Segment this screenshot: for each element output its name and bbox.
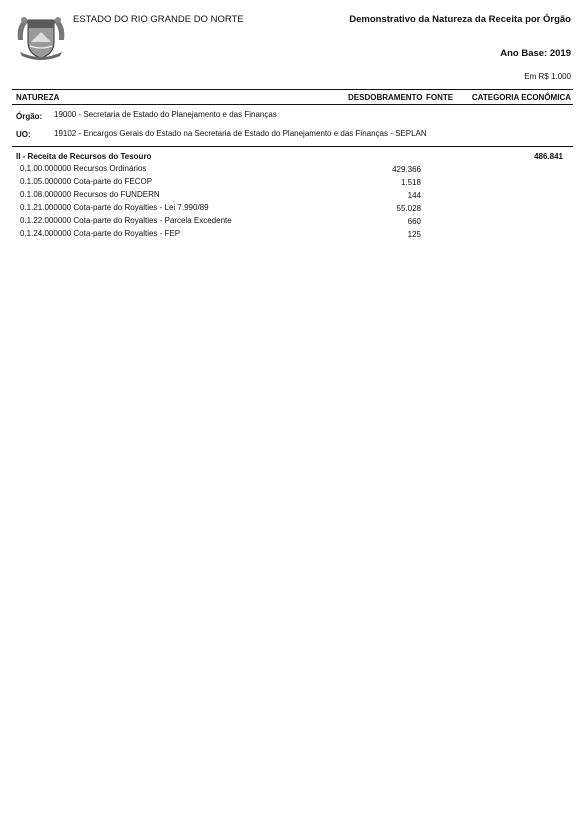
orgao-value: 19000 - Secretaria de Estado do Planejamento e das Finanças — [54, 110, 277, 119]
section-title: II - Receita de Recursos do Tesouro — [16, 152, 152, 161]
row-description: 0.1.22.000000 Cota-parte do Royalties - Parcela Excedente — [20, 216, 232, 225]
unit-label: Em R$ 1.000 — [524, 72, 571, 81]
row-value: 660 — [407, 217, 421, 226]
row-value: 144 — [407, 191, 421, 200]
section-rule — [12, 146, 573, 147]
column-header-natureza: NATUREZA — [16, 93, 60, 102]
uo-value: 19102 - Encargos Gerais do Estado na Secretaria de Estado do Planejamento e das Finanças - SEPLAN — [54, 129, 427, 138]
year-label: Ano Base: 2019 — [500, 48, 571, 59]
state-name: ESTADO DO RIO GRANDE DO NORTE — [73, 14, 244, 25]
row-description: 0.1.21.000000 Cota-parte do Royalties - Lei 7.990/89 — [20, 203, 209, 212]
row-description: 0.1.00.000000 Recursos Ordinários — [20, 164, 147, 173]
section-total: 486.841 — [534, 152, 563, 161]
header-top-rule — [12, 89, 573, 90]
orgao-label: Órgão: — [16, 112, 43, 121]
column-header-fonte: FONTE — [426, 93, 454, 102]
row-value: 1.518 — [400, 178, 421, 187]
uo-label: UO: — [16, 130, 31, 139]
row-value: 55.028 — [396, 204, 421, 213]
state-coat-of-arms-logo — [14, 12, 68, 62]
column-header-desdobramento: DESDOBRAMENTO — [348, 93, 423, 102]
row-value: 125 — [407, 230, 421, 239]
row-description: 0.1.24.000000 Cota-parte do Royalties - FEP — [20, 229, 181, 238]
header-bottom-rule — [12, 104, 573, 105]
row-value: 429.366 — [392, 165, 421, 174]
row-description: 0.1.08.000000 Recursos do FUNDERN — [20, 190, 160, 199]
report-title: Demonstrativo da Natureza da Receita por Órgão — [349, 14, 571, 25]
column-header-categoria: CATEGORIA ECONÔMICA — [471, 93, 571, 102]
row-description: 0.1.05.000000 Cota-parte do FECOP — [20, 177, 153, 186]
